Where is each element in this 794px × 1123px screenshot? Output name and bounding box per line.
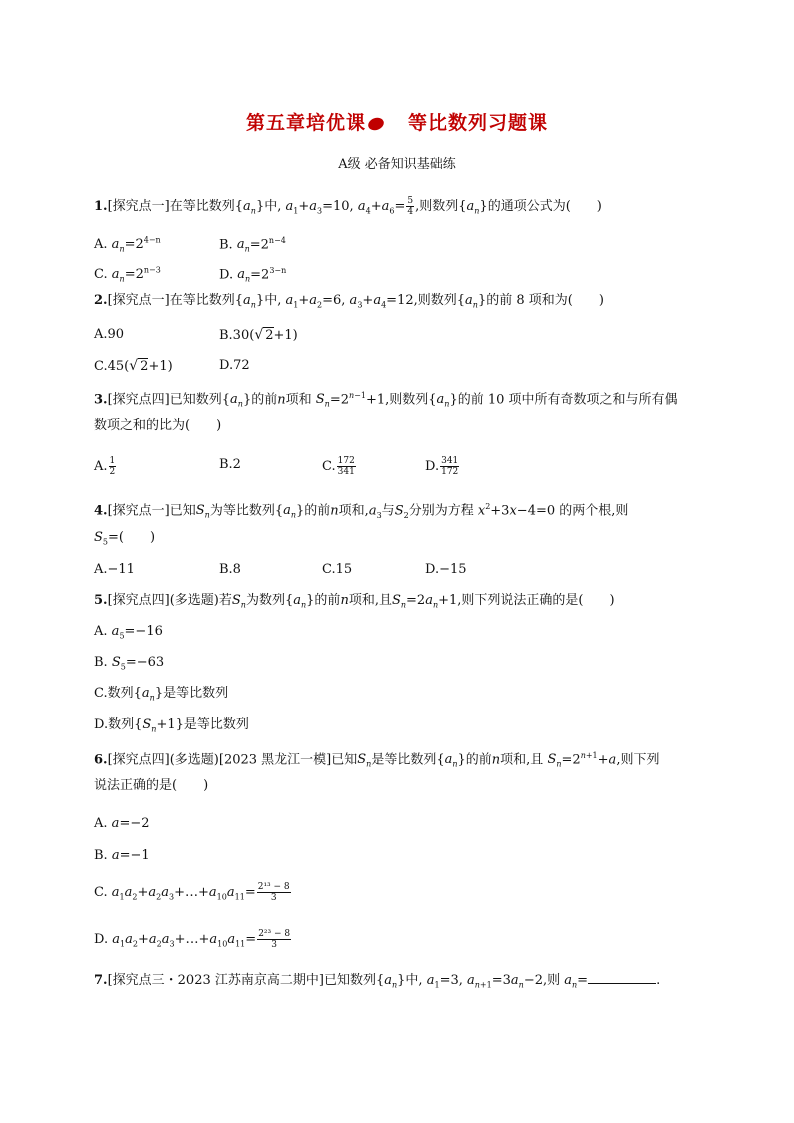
option-b: B. $a_n=2^{n-4}$ <box>219 236 286 254</box>
question-6-option-c: C. $a_1a_2+a_2a_3+\dots+a_{10}a_{11}=$ $\frac{\text{2¹³ − 8}}{3}$ <box>94 882 290 903</box>
question-1-options-row1 <box>94 232 286 259</box>
option-b: B.30(√ 2+1) <box>219 327 298 343</box>
chapter-title: 第五章培优课 等比数列习题课 <box>245 112 549 134</box>
option-c: C. $a_n=2^{n-3}$ <box>94 266 161 284</box>
option-c: C.45(√ 2+1) <box>94 358 173 374</box>
question-2-options-row1 <box>94 326 298 344</box>
question-5-option-a: A. $a_5=-16$ <box>94 624 163 641</box>
fraction: $\frac{5}{4}$ <box>407 196 414 217</box>
question-5-option-b: B. $S_5=-63$ <box>94 655 165 672</box>
option-c: C.15 <box>322 562 353 577</box>
question-5-option-c: C.数列$\{a_n\}$是等比数列 <box>94 686 229 703</box>
question-6-option-d: D. $a_1a_2+a_2a_3+\dots+a_{10}a_{11}=$ $\frac{\text{2²³ − 8}}{3}$ <box>94 929 291 950</box>
option-b: B.8 <box>219 562 241 577</box>
answer-blank[interactable] <box>588 971 656 984</box>
bullet-dot-icon <box>366 116 385 133</box>
question-3-options <box>94 456 459 477</box>
question-4-stem-line2: $S_5=$( ) <box>94 530 156 547</box>
question-6-option-a: A. a=−2 <box>94 816 150 831</box>
option-c: C. $\frac{172}{341}$ <box>322 456 355 477</box>
question-6-stem: 6.[探究点四](多选题)[2023 黑龙江一模]已知$S_n$是等比数列$\{a_n\}$的前n项和,且 $S_n=2^{n+1}+a$,则下列 <box>94 751 660 769</box>
option-a: A.−11 <box>94 562 135 577</box>
option-d: D. $a_n=2^{3-n}$ <box>219 266 287 284</box>
question-4-stem: 4.[探究点一]已知$S_n$为等比数列$\{a_n\}$的前n项和$,a_3$与$S_2$分别为方程 $x^2+3x-4=0$ 的两个根,则 <box>94 502 629 520</box>
question-1-stem: 1.[探究点一]在等比数列$\{a_n\}$中, $a_1+a_3=10$, $a_4+a_6=$ $\frac{5}{4}$ ,则数列$\{a_n\}$的通项公式为( ) <box>94 196 602 217</box>
option-a: A. $a_n=2^{4-n}$ <box>94 236 161 254</box>
question-1-options-row2 <box>94 262 287 289</box>
question-5-stem: 5.[探究点四](多选题)若$S_n$为数列$\{a_n\}$的前n项和,且$S_n=2a_n+1$,则下列说法正确的是( ) <box>94 593 615 610</box>
question-6-stem-line2: 说法正确的是( ) <box>94 778 209 793</box>
option-d: D.72 <box>219 358 250 373</box>
question-5-option-d: D.数列$\{S_n+1\}$是等比数列 <box>94 717 249 734</box>
option-d: D.−15 <box>425 562 467 577</box>
section-subtitle: A级 必备知识基础练 <box>338 157 456 172</box>
question-6-option-b: B. a=−1 <box>94 848 150 863</box>
question-7-stem: 7.[探究点三・2023 江苏南京高二期中]已知数列$\{a_n\}$中, $a_1=3$, $a_{n+1}=3a_n-2$,则 $a_n=$ . <box>94 973 661 990</box>
option-a: A. $\frac{1}{2}$ <box>94 456 116 477</box>
question-4-options <box>94 561 467 579</box>
question-3-stem: 3.[探究点四]已知数列$\{a_n\}$的前n项和 $S_n=2^{n-1}+1$,则数列$\{a_n\}$的前 10 项中所有奇数项之和与所有偶 <box>94 391 678 409</box>
question-2-options-row2 <box>94 357 250 376</box>
option-a: A.90 <box>94 327 125 342</box>
option-b: B.2 <box>219 457 241 472</box>
question-2-stem: 2.[探究点一]在等比数列$\{a_n\}$中, $a_1+a_2=6$, $a_3+a_4=12$,则数列$\{a_n\}$的前 8 项和为( ) <box>94 293 604 310</box>
option-d: D. $\frac{341}{172}$ <box>425 456 459 477</box>
question-3-stem-line2: 数项之和的比为( ) <box>94 418 222 433</box>
